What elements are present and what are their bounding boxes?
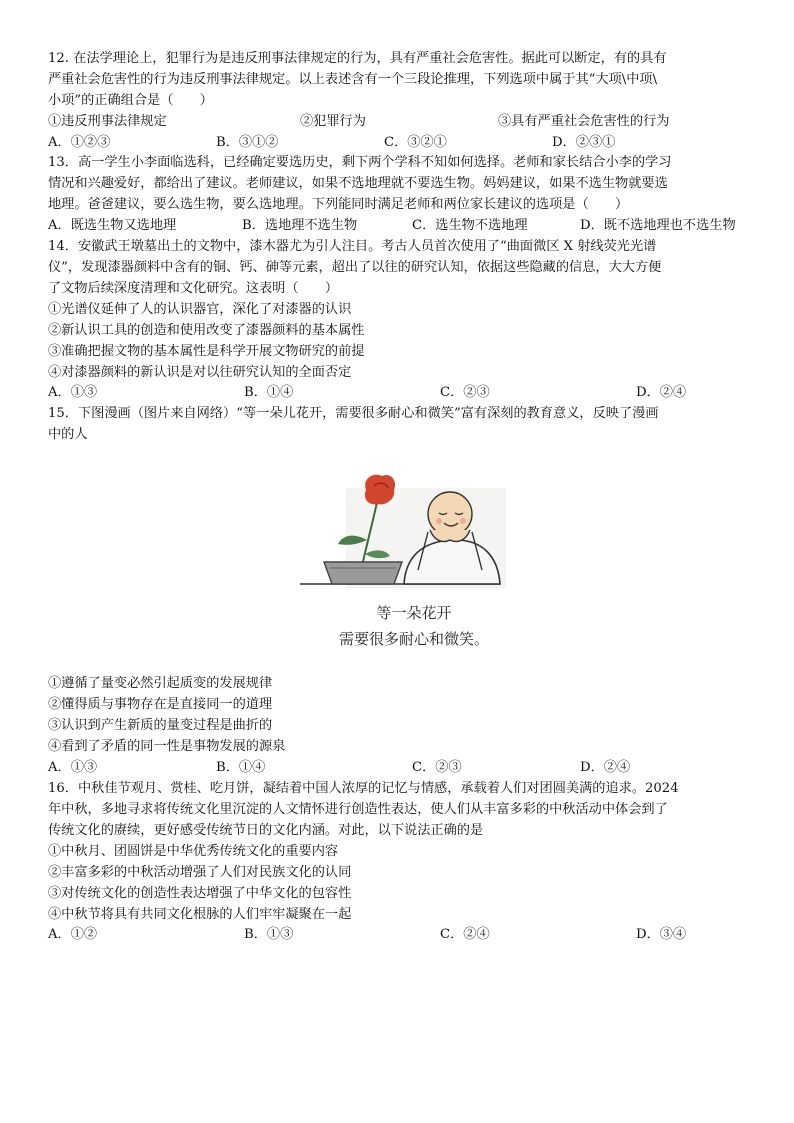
cheek-left	[436, 518, 442, 524]
question-15-statement-1: ①遵循了量变必然引起质变的发展规律	[48, 676, 273, 691]
question-15-options	[48, 757, 748, 778]
question-14-statement-1: ①光谱仪延伸了人的认识器官，深化了对漆器的认识	[48, 302, 352, 317]
option-c: C．②④	[440, 927, 490, 942]
question-15-line-2: 中的人	[48, 427, 88, 442]
option-b: B．①④	[244, 385, 294, 400]
option-a: A．①③	[48, 760, 98, 775]
flower-pot	[324, 562, 402, 584]
flower-bloom	[365, 475, 395, 505]
question-14-statement-2: ②新认识工具的创造和使用改变了漆器颜料的基本属性	[48, 323, 365, 338]
option-b: B．①③	[244, 927, 294, 942]
option-a: A．①②	[48, 927, 98, 942]
statement-2: ②犯罪行为	[300, 114, 366, 129]
option-d: D．③④	[636, 927, 687, 942]
question-13-options	[48, 215, 748, 236]
question-16-statement-2: ②丰富多彩的中秋活动增强了人们对民族文化的认同	[48, 865, 352, 880]
question-14-options	[48, 382, 748, 403]
question-16-line-2: 年中秋，多地寻求将传统文化里沉淀的人文情怀进行创造性表达，使人们从丰富多彩的中秋活动中体会到了	[48, 802, 668, 817]
question-16-statement-3: ③对传统文化的创造性表达增强了中华文化的包容性	[48, 886, 352, 901]
caption-line-2: 需要很多耐心和微笑。	[338, 630, 490, 648]
option-b: B．①④	[216, 760, 266, 775]
option-a: A．①②③	[48, 135, 111, 150]
question-15-statement-3: ③认识到产生新质的量变过程是曲折的	[48, 718, 273, 733]
figure-head	[428, 492, 472, 536]
question-16-line-1: 16．中秋佳节观月、赏桂、吃月饼，凝结着中国人浓厚的记忆与情感，承载着人们对团圆美满的追求。2024	[48, 781, 679, 796]
option-c: C．选生物不选地理	[412, 218, 528, 233]
question-12-line-1: 12. 在法学理论上，犯罪行为是违反刑事法律规定的行为，具有严重社会危害性。据此可以断定，有的具有	[48, 51, 667, 66]
option-a: A．①③	[48, 385, 98, 400]
question-15-line-1: 15．下图漫画（图片来自网络）“等一朵儿花开，需要很多耐心和微笑”富有深刻的教育意义，反映了漫画	[48, 406, 659, 421]
question-16-line-3: 传统文化的赓续，更好感受传统节日的文化内涵。对此，以下说法正确的是	[48, 823, 484, 838]
question-12-line-3: 小项”的正确组合是（ ）	[48, 93, 213, 108]
option-b: B．选地理不选生物	[242, 218, 358, 233]
option-b: B．③①②	[216, 135, 279, 150]
option-c: C．③②①	[384, 135, 447, 150]
question-13-line-3: 地理。爸爸建议，要么选生物，要么选地理。下列能同时满足老师和两位家长建议的选项是（ ）	[48, 197, 629, 212]
question-14-line-3: 了文物后续深度清理和文化研究。这表明（ ）	[48, 281, 339, 296]
question-13-line-1: 13．高一学生小李面临选科，已经确定要选历史，剩下两个学科不知如何选择。老师和家长结合小李的学习	[48, 155, 672, 170]
option-d: D．既不选地理也不选生物	[580, 218, 736, 233]
statement-1: ①违反刑事法律规定	[48, 114, 167, 129]
option-d: D．②③①	[552, 135, 616, 150]
question-14-statement-3: ③准确把握文物的基本属性是科学开展文物研究的前提	[48, 344, 365, 359]
question-14-statement-4: ④对漆器颜料的新认识是对以往研究认知的全面否定	[48, 365, 352, 380]
option-c: C．②③	[412, 760, 462, 775]
question-16-statement-1: ①中秋月、团圆饼是中华优秀传统文化的重要内容	[48, 844, 339, 859]
question-14-line-1: 14．安徽武王墩墓出土的文物中，漆木器尤为引人注目。考古人员首次使用了“曲面微区 X 射线荧光光谱	[48, 239, 657, 254]
question-15-statement-2: ②懂得质与事物存在是直接同一的道理	[48, 697, 273, 712]
option-d: D．②④	[580, 760, 631, 775]
question-12-statements	[48, 111, 748, 132]
question-12-line-2: 严重社会危害性的行为违反刑事法律规定。以上表述含有一个三段论推理，下列选项中属于其“大项\中项\	[48, 72, 658, 87]
question-14-line-2: 仪”，发现漆器颜料中含有的铜、钙、砷等元素，超出了以往的研究认知，依据这些隐藏的信息，大大方便	[48, 260, 662, 275]
question-12-options	[48, 132, 748, 153]
caption-line-1: 等一朵花开	[376, 604, 452, 622]
cartoon-image	[296, 470, 526, 670]
question-13-line-2: 情况和兴趣爱好，都给出了建议。老师建议，如果不选地理就不要选生物。妈妈建议，如果不选生物就要选	[48, 176, 668, 191]
cheek-right	[460, 518, 466, 524]
question-16-options	[48, 924, 748, 945]
option-d: D．②④	[636, 385, 687, 400]
question-15-statement-4: ④看到了矛盾的同一性是事物发展的源泉	[48, 739, 286, 754]
statement-3: ③具有严重社会危害性的行为	[498, 114, 670, 129]
option-c: C．②③	[440, 385, 490, 400]
option-a: A．既选生物又选地理	[48, 218, 177, 233]
cartoon-drawing	[296, 470, 526, 670]
question-16-statement-4: ④中秋节将具有共同文化根脉的人们牢牢凝聚在一起	[48, 907, 352, 922]
